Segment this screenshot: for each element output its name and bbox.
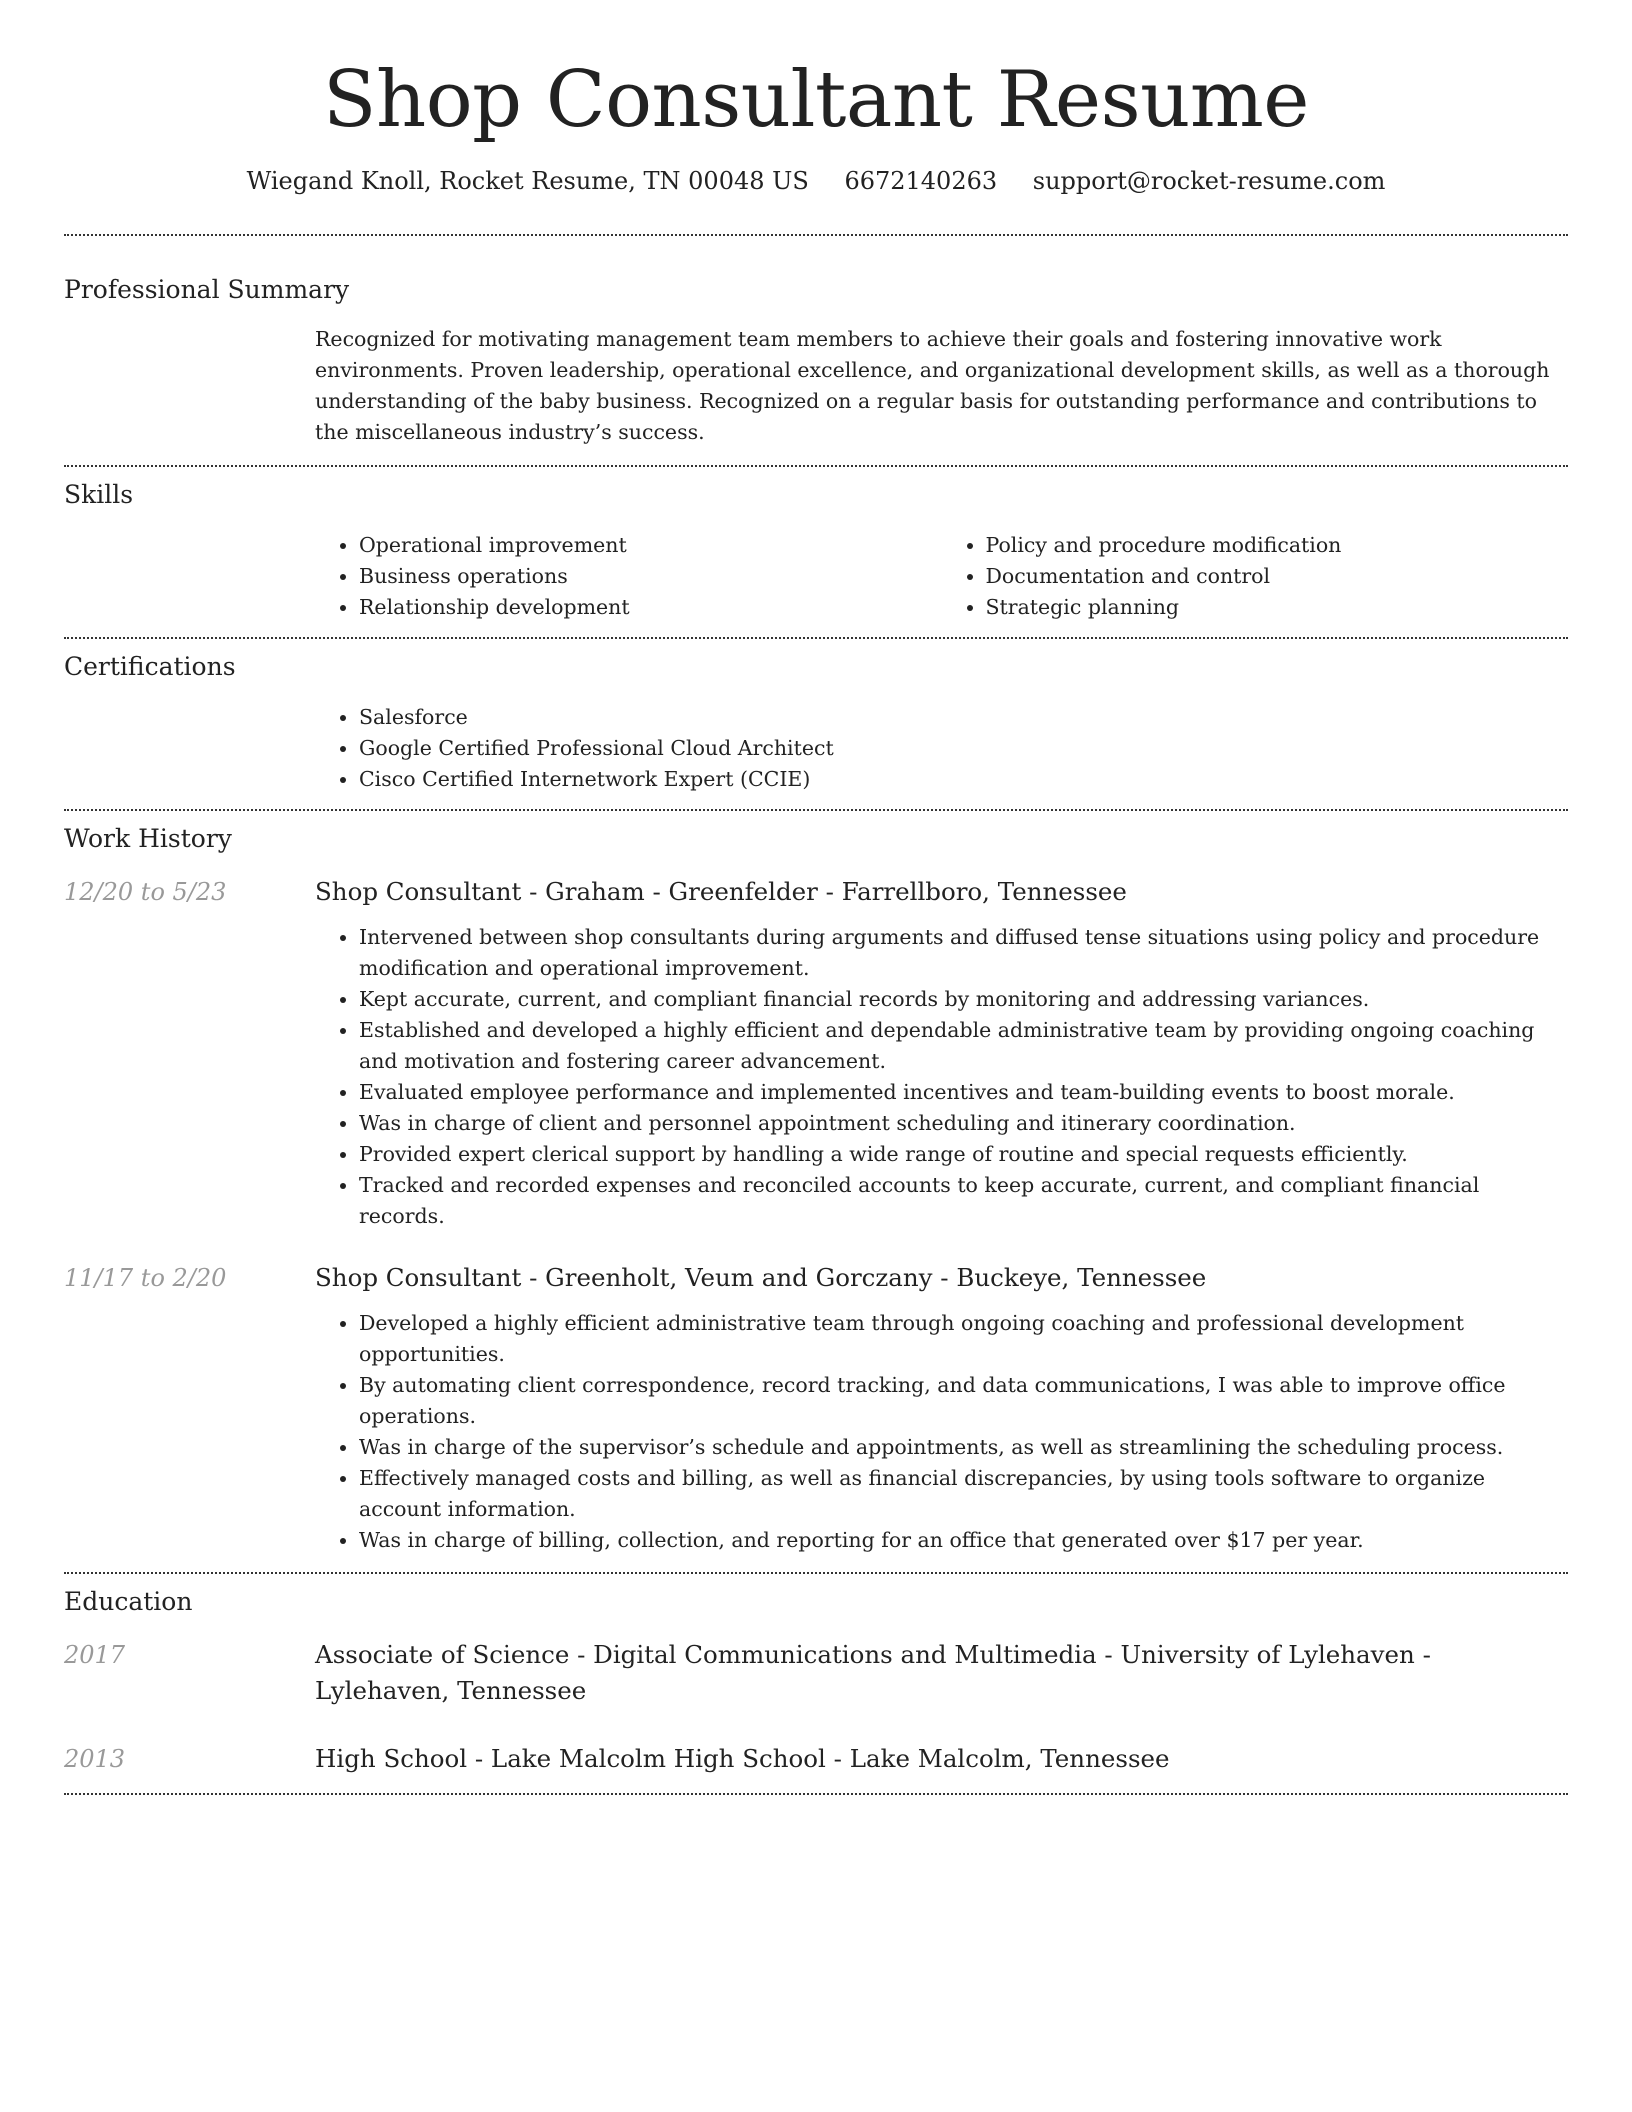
skill-item: • Strategic planning bbox=[986, 592, 1569, 623]
skills-section bbox=[64, 478, 1568, 623]
skill-item: • Operational improvement bbox=[359, 530, 942, 561]
resume-page bbox=[64, 0, 1568, 1795]
divider bbox=[64, 465, 1568, 467]
skill-item: • Relationship development bbox=[359, 592, 942, 623]
summary-text: Recognized for motivating management team members to achieve their goals and fostering innovative work environments. Proven leadership, operational excellence, and organizational development skills, as well as a thorough understanding of the baby business. Recognized on a regular basis for outstanding performance and contributions to the miscellaneous industry’s success. bbox=[315, 327, 1550, 444]
job-dates: 12/20 to 5/23 bbox=[64, 878, 227, 906]
job-bullet: • Provided expert clerical support by handling a wide range of routine and special requests efficiently. bbox=[359, 1139, 1568, 1170]
skill-item: • Documentation and control bbox=[986, 561, 1569, 592]
education-year: 2017 bbox=[64, 1641, 126, 1669]
skills-column-left bbox=[315, 530, 942, 623]
job-bullets bbox=[315, 1308, 1568, 1556]
divider bbox=[64, 1572, 1568, 1574]
job-entry bbox=[64, 1260, 1568, 1556]
skills-heading: Skills bbox=[64, 480, 134, 509]
education-entry bbox=[64, 1637, 1568, 1709]
divider bbox=[64, 1793, 1568, 1795]
job-title: Shop Consultant - Greenholt, Veum and Gorczany - Buckeye, Tennessee bbox=[315, 1263, 1207, 1292]
education-section bbox=[64, 1585, 1568, 1777]
skills-list bbox=[315, 530, 1568, 623]
education-entry bbox=[64, 1741, 1568, 1777]
certification-item: • Google Certified Professional Cloud Architect bbox=[359, 733, 1568, 764]
certification-item: • Cisco Certified Internetwork Expert (CCIE) bbox=[359, 764, 1568, 795]
certifications-list bbox=[315, 702, 1568, 795]
education-year: 2013 bbox=[64, 1745, 126, 1773]
summary-heading: Professional Summary bbox=[64, 275, 350, 304]
job-entry bbox=[64, 874, 1568, 1232]
certification-item: • Salesforce bbox=[359, 702, 1568, 733]
contact-address: Wiegand Knoll, Rocket Resume, TN 00048 US bbox=[246, 167, 809, 195]
job-bullet: • By automating client correspondence, record tracking, and data communications, I was able to improve office operations. bbox=[359, 1370, 1568, 1432]
job-dates: 11/17 to 2/20 bbox=[64, 1264, 227, 1292]
divider bbox=[64, 234, 1568, 236]
skills-column-right bbox=[942, 530, 1569, 623]
certifications-section bbox=[64, 650, 1568, 795]
skill-item: • Policy and procedure modification bbox=[986, 530, 1569, 561]
summary-section bbox=[64, 273, 1568, 448]
contact-phone: 6672140263 bbox=[844, 167, 998, 195]
education-detail: High School - Lake Malcolm High School - Lake Malcolm, Tennessee bbox=[315, 1744, 1170, 1773]
job-title: Shop Consultant - Graham - Greenfelder - Farrellboro, Tennessee bbox=[315, 877, 1127, 906]
education-detail: Associate of Science - Digital Communications and Multimedia - University of Lylehaven - Lylehaven, Tennessee bbox=[315, 1640, 1431, 1705]
job-bullet: • Was in charge of the supervisor’s schedule and appointments, as well as streamlining the scheduling process. bbox=[359, 1432, 1568, 1463]
education-heading: Education bbox=[64, 1587, 193, 1616]
job-bullet: • Established and developed a highly efficient and dependable administrative team by providing ongoing coaching and motivation and fostering career advancement. bbox=[359, 1015, 1568, 1077]
resume-title: Shop Consultant Resume bbox=[323, 55, 1309, 145]
job-bullet: • Kept accurate, current, and compliant financial records by monitoring and addressing variances. bbox=[359, 984, 1568, 1015]
job-bullet: • Developed a highly efficient administrative team through ongoing coaching and professional development opportunities. bbox=[359, 1308, 1568, 1370]
skill-item: • Business operations bbox=[359, 561, 942, 592]
job-bullets bbox=[315, 922, 1568, 1232]
divider bbox=[64, 637, 1568, 639]
job-bullet: • Effectively managed costs and billing, as well as financial discrepancies, by using tools software to organize account information. bbox=[359, 1463, 1568, 1525]
certifications-heading: Certifications bbox=[64, 652, 236, 681]
divider bbox=[64, 809, 1568, 811]
work-history-section bbox=[64, 822, 1568, 1556]
job-bullet: • Intervened between shop consultants during arguments and diffused tense situations using policy and procedure modification and operational improvement. bbox=[359, 922, 1568, 984]
job-bullet: • Was in charge of client and personnel appointment scheduling and itinerary coordination. bbox=[359, 1108, 1568, 1139]
contact-email: support@rocket-resume.com bbox=[1032, 167, 1386, 195]
job-bullet: • Tracked and recorded expenses and reconciled accounts to keep accurate, current, and compliant financial records. bbox=[359, 1170, 1568, 1232]
job-bullet: • Was in charge of billing, collection, and reporting for an office that generated over $17 per year. bbox=[359, 1525, 1568, 1556]
work-history-heading: Work History bbox=[64, 824, 232, 853]
job-bullet: • Evaluated employee performance and implemented incentives and team-building events to boost morale. bbox=[359, 1077, 1568, 1108]
contact-line bbox=[64, 164, 1568, 198]
